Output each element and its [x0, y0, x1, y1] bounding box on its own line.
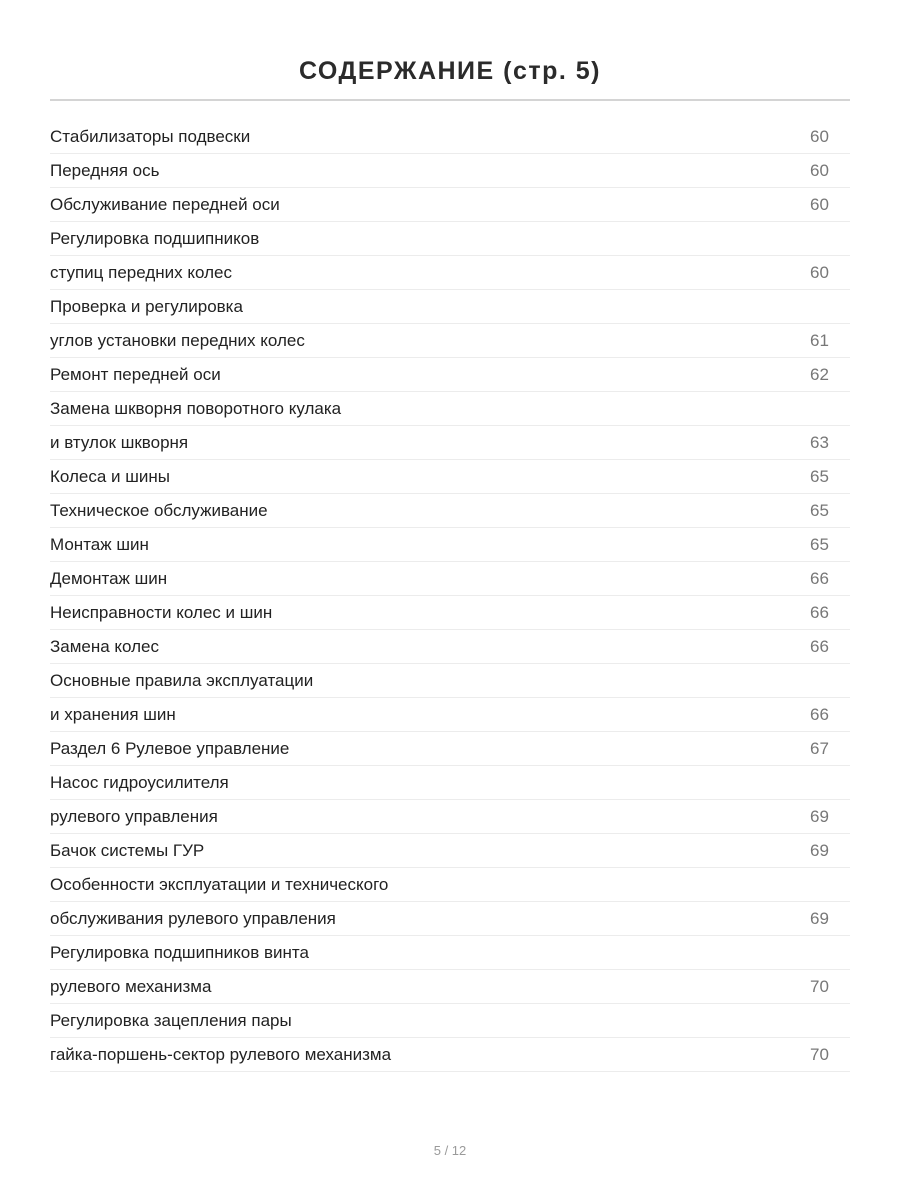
toc-entry[interactable]: [50, 1038, 850, 1072]
toc-entry-title: Регулировка подшипников винта: [50, 942, 309, 962]
toc-entry-page-number: 60: [810, 126, 829, 146]
toc-entry-title: Насос гидроусилителя: [50, 772, 229, 792]
toc-entry[interactable]: [50, 392, 850, 426]
toc-entry[interactable]: [50, 970, 850, 1004]
toc-entry-title: и втулок шкворня: [50, 432, 189, 452]
toc-entry-title: углов установки передних колес: [50, 330, 305, 350]
toc-entry-title: Обслуживание передней оси: [50, 194, 280, 214]
toc-entry-title: Регулировка зацепления пары: [50, 1010, 292, 1030]
toc-entry[interactable]: [50, 426, 850, 460]
toc-entry-title: Основные правила эксплуатации: [50, 670, 314, 690]
toc-entry-title: Демонтаж шин: [50, 568, 168, 588]
toc-entry[interactable]: [50, 188, 850, 222]
toc-entry[interactable]: [50, 324, 850, 358]
toc-entry-title: Стабилизаторы подвески: [50, 126, 251, 146]
toc-entry-title: Передняя ось: [50, 160, 160, 180]
toc-entry-page-number: 69: [810, 840, 829, 860]
toc-entry[interactable]: [50, 290, 850, 324]
toc-entry-title: обслуживания рулевого управления: [50, 908, 336, 928]
toc-entry[interactable]: [50, 494, 850, 528]
toc-entry-title: Ремонт передней оси: [50, 364, 221, 384]
toc-entry-title: Регулировка подшипников: [50, 228, 260, 248]
toc-entry-title: Монтаж шин: [50, 534, 149, 554]
toc-entry-title: Особенности эксплуатации и технического: [50, 874, 389, 894]
toc-list: [50, 120, 850, 1072]
toc-entry[interactable]: [50, 596, 850, 630]
toc-entry-title: Бачок системы ГУР: [50, 840, 205, 860]
title-divider: [50, 99, 850, 101]
toc-entry-title: Раздел 6 Рулевое управление: [50, 738, 290, 758]
toc-entry[interactable]: [50, 1004, 850, 1038]
toc-entry[interactable]: [50, 256, 850, 290]
page-indicator: 5 / 12: [433, 1143, 467, 1158]
toc-entry-title: Замена колес: [50, 636, 160, 656]
toc-entry-title: Проверка и регулировка: [50, 296, 243, 316]
toc-entry-title: Неисправности колес и шин: [50, 602, 273, 622]
toc-entry[interactable]: [50, 766, 850, 800]
toc-entry-page-number: 65: [810, 500, 829, 520]
toc-entry-title: Техническое обслуживание: [50, 500, 268, 520]
toc-entry-page-number: 70: [810, 976, 829, 996]
toc-entry-page-number: 66: [810, 568, 829, 588]
toc-entry-page-number: 63: [810, 432, 829, 452]
toc-entry-page-number: 70: [810, 1044, 829, 1064]
toc-entry[interactable]: [50, 120, 850, 154]
toc-entry-title: рулевого управления: [50, 806, 218, 826]
toc-entry-page-number: 69: [810, 908, 829, 928]
toc-entry[interactable]: [50, 732, 850, 766]
toc-entry-page-number: 65: [810, 534, 829, 554]
page-title: СОДЕРЖАНИЕ (стр. 5): [298, 56, 602, 85]
toc-entry[interactable]: [50, 154, 850, 188]
toc-entry[interactable]: [50, 868, 850, 902]
toc-entry[interactable]: [50, 630, 850, 664]
toc-entry-page-number: 66: [810, 636, 829, 656]
toc-entry[interactable]: [50, 902, 850, 936]
toc-entry[interactable]: [50, 936, 850, 970]
toc-entry[interactable]: [50, 800, 850, 834]
toc-entry-title: рулевого механизма: [50, 976, 212, 996]
toc-entry[interactable]: [50, 834, 850, 868]
toc-entry-page-number: 69: [810, 806, 829, 826]
toc-entry-title: гайка-поршень-сектор рулевого механизма: [50, 1044, 392, 1064]
toc-entry[interactable]: [50, 460, 850, 494]
toc-entry-page-number: 61: [810, 330, 829, 350]
toc-entry-title: и хранения шин: [50, 704, 176, 724]
toc-entry[interactable]: [50, 528, 850, 562]
toc-entry-page-number: 65: [810, 466, 829, 486]
toc-entry[interactable]: [50, 698, 850, 732]
toc-entry-page-number: 62: [810, 364, 829, 384]
toc-entry[interactable]: [50, 562, 850, 596]
toc-entry-page-number: 60: [810, 194, 829, 214]
toc-entry[interactable]: [50, 358, 850, 392]
toc-entry-page-number: 60: [810, 160, 829, 180]
toc-entry-page-number: 60: [810, 262, 829, 282]
toc-entry-page-number: 66: [810, 704, 829, 724]
toc-entry-title: ступиц передних колес: [50, 262, 232, 282]
toc-entry[interactable]: [50, 664, 850, 698]
toc-entry-page-number: 67: [810, 738, 829, 758]
toc-entry[interactable]: [50, 222, 850, 256]
toc-entry-title: Замена шкворня поворотного кулака: [50, 398, 342, 418]
toc-entry-page-number: 66: [810, 602, 829, 622]
toc-entry-title: Колеса и шины: [50, 466, 170, 486]
